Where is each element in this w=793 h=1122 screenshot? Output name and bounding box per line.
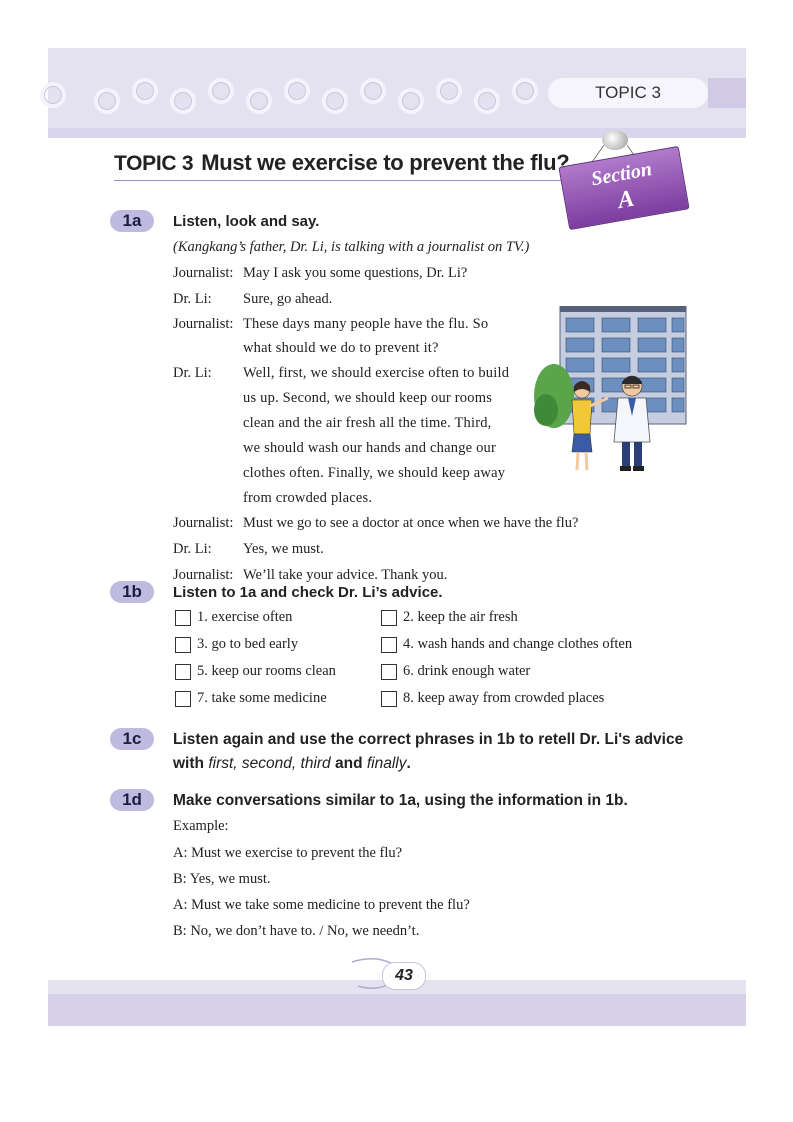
example-line: Example: (173, 818, 229, 834)
section-sign (553, 130, 693, 230)
decor-ring-icon (436, 78, 462, 104)
dialogue-text: May I ask you some questions, Dr. Li? (243, 265, 468, 281)
intro-1a: (Kangkang’s father, Dr. Li, is talking with a journalist on TV.) (173, 239, 530, 255)
speaker-label: Journalist: (173, 316, 234, 332)
speaker-label: Dr. Li: (173, 365, 212, 381)
decor-ring-icon (40, 82, 66, 108)
section-sign-letter: A (615, 185, 637, 215)
checklist-item[interactable]: 4. wash hands and change clothes often (381, 636, 632, 653)
checklist-item[interactable]: 6. drink enough water (381, 663, 530, 680)
badge-1d: 1d (110, 789, 154, 811)
speaker-label: Dr. Li: (173, 291, 212, 307)
badge-1a: 1a (110, 210, 154, 232)
dialogue-text: Well, first, we should exercise often to build (243, 365, 510, 381)
badge-1b: 1b (110, 581, 154, 603)
decor-ring-icon (246, 88, 272, 114)
title-underline (114, 180, 562, 181)
dialogue-text: what should we do to prevent it? (243, 340, 439, 356)
decor-ring-icon (474, 88, 500, 114)
title-text: Must we exercise to prevent the flu? (201, 150, 570, 175)
dialogue-line (173, 515, 578, 532)
doctor-journalist-illustration (532, 306, 688, 474)
dialogue-line (173, 365, 509, 382)
checkbox[interactable] (175, 610, 191, 626)
page-number: 43 (382, 962, 426, 990)
dialogue-line (173, 440, 496, 457)
checklist-item[interactable]: 8. keep away from crowded places (381, 690, 604, 707)
footer-band-lower (48, 994, 746, 1026)
dialogue-line (173, 340, 439, 357)
example-line: B: Yes, we must. (173, 871, 271, 887)
example-line: A: Must we take some medicine to prevent the flu? (173, 897, 470, 913)
heading-1c-line2: with first, second, third and finally. (173, 755, 411, 772)
dialogue-text: We’ll take your advice. Thank you. (243, 567, 448, 583)
checkbox[interactable] (175, 691, 191, 707)
dialogue-text: Sure, go ahead. (243, 291, 333, 307)
header-band (48, 48, 746, 128)
decor-ring-icon (360, 78, 386, 104)
topic-tab: TOPIC 3 (548, 78, 708, 108)
example-line: A: Must we exercise to prevent the flu? (173, 845, 403, 861)
checkbox[interactable] (175, 637, 191, 653)
heading-1a: Listen, look and say. (173, 213, 320, 230)
dialogue-text: These days many people have the flu. So (243, 316, 489, 332)
checkbox[interactable] (381, 664, 397, 680)
textbook-page (48, 48, 746, 1025)
dialogue-text: from crowded places. (243, 490, 373, 506)
dialogue-line (173, 567, 447, 584)
page-title (114, 150, 569, 176)
heading-1d: Make conversations similar to 1a, using the information in 1b. (173, 792, 628, 809)
dialogue-text: clean and the air fresh all the time. Third, (243, 415, 492, 431)
dialogue-line (173, 465, 505, 482)
checklist-item[interactable]: 2. keep the air fresh (381, 609, 518, 626)
topic-tab-tail (708, 78, 746, 108)
dialogue-line (173, 291, 332, 308)
dialogue-text: Yes, we must. (243, 541, 324, 557)
decor-ring-icon (132, 78, 158, 104)
checkbox[interactable] (175, 664, 191, 680)
dialogue-line (173, 390, 492, 407)
decor-ring-icon (512, 78, 538, 104)
speaker-label: Journalist: (173, 567, 234, 583)
decor-ring-icon (170, 88, 196, 114)
checklist-item[interactable]: 3. go to bed early (175, 636, 298, 653)
dialogue-line (173, 490, 372, 507)
dialogue-line (173, 415, 492, 432)
section-sign-word: Section (589, 158, 654, 191)
checkbox[interactable] (381, 691, 397, 707)
dialogue-text: we should wash our hands and change our (243, 440, 497, 456)
dialogue-line (173, 541, 324, 558)
section-sign-board (558, 146, 689, 230)
decor-ring-icon (284, 78, 310, 104)
decor-ring-icon (94, 88, 120, 114)
dialogue-line (173, 316, 488, 333)
decor-ring-icon (208, 78, 234, 104)
pin-icon (602, 130, 628, 150)
checklist-item[interactable]: 7. take some medicine (175, 690, 327, 707)
dialogue-line (173, 265, 467, 282)
heading-1b: Listen to 1a and check Dr. Li’s advice. (173, 584, 443, 601)
dialogue-text: Must we go to see a doctor at once when we have the flu? (243, 515, 579, 531)
badge-1c: 1c (110, 728, 154, 750)
speaker-label: Journalist: (173, 515, 234, 531)
dialogue-text: us up. Second, we should keep our rooms (243, 390, 493, 406)
speaker-label: Journalist: (173, 265, 234, 281)
decor-ring-icon (398, 88, 424, 114)
checkbox[interactable] (381, 637, 397, 653)
title-topic-word: TOPIC 3 (114, 152, 194, 175)
example-line: B: No, we don’t have to. / No, we needn’t. (173, 923, 420, 939)
checklist-item[interactable]: 5. keep our rooms clean (175, 663, 336, 680)
checklist-item[interactable]: 1. exercise often (175, 609, 292, 626)
heading-1c-line1: Listen again and use the correct phrases in 1b to retell Dr. Li's advice (173, 731, 684, 748)
dialogue-text: clothes often. Finally, we should keep away (243, 465, 506, 481)
decor-ring-icon (322, 88, 348, 114)
speaker-label: Dr. Li: (173, 541, 212, 557)
checkbox[interactable] (381, 610, 397, 626)
